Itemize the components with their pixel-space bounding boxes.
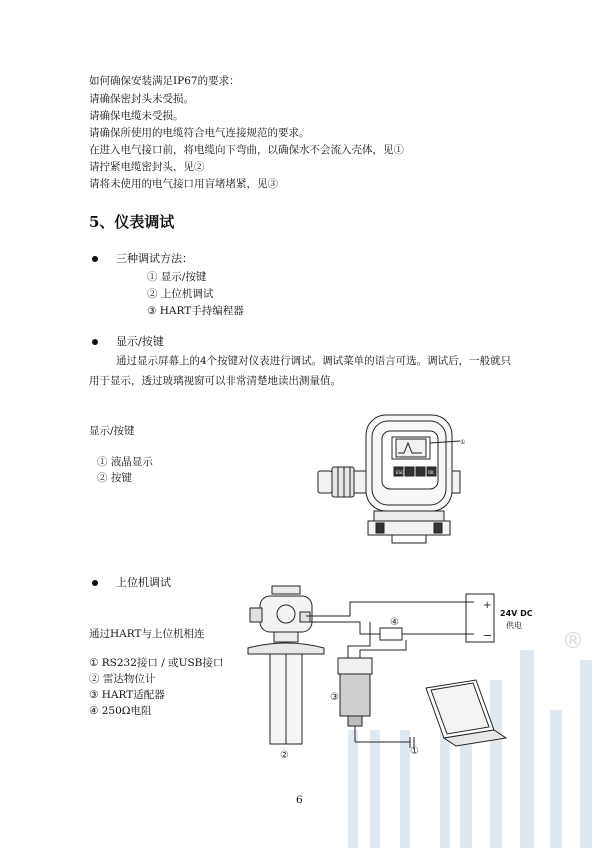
section-title: 5、仪表调试 xyxy=(89,213,175,231)
methods-title: 三种调试方法： xyxy=(116,252,193,265)
host-caption: 通过HART与上位机相连 xyxy=(89,628,205,640)
power-plus: + xyxy=(483,600,492,611)
display-title: 显示/按键 xyxy=(116,335,164,348)
host-wiring-diagram xyxy=(240,582,540,762)
display-figure-item-1: ① 液晶显示 xyxy=(97,456,153,468)
method-item-2: ② 上位机调试 xyxy=(147,288,214,300)
down-button-icon xyxy=(416,467,425,476)
up-button-icon xyxy=(405,467,414,476)
display-callout-1: ① xyxy=(460,439,466,446)
radar-gauge-icon xyxy=(272,586,300,594)
display-paragraph-line-1: 通过显示屏幕上的4个按键对仪表进行调试。调试菜单的语言可选。调试后，一般就只 xyxy=(116,355,512,367)
power-label-1: 24V DC xyxy=(500,609,533,618)
adapter-callout: ③ xyxy=(330,692,339,703)
page-number: 6 xyxy=(296,794,303,806)
method-item-3: ③ HART手持编程器 xyxy=(147,305,244,317)
intro-line-4: 请确保所使用的电缆符合电气连接规范的要求。 xyxy=(89,127,310,139)
display-figure-caption: 显示/按键 xyxy=(89,425,135,437)
ok-label: OK xyxy=(428,470,434,475)
bullet-methods xyxy=(92,256,98,262)
registered-mark: ® xyxy=(562,629,584,654)
display-device-illustration xyxy=(312,405,487,545)
display-paragraph-line-2: 用于显示，透过玻璃视窗可以非常清楚地读出测量值。 xyxy=(89,375,341,387)
power-minus: − xyxy=(483,629,493,642)
esc-label: ESC xyxy=(396,470,404,475)
intro-line-7: 请将未使用的电气接口用盲堵堵紧，见③ xyxy=(89,178,278,190)
host-item-2: ② 雷达物位计 xyxy=(89,673,156,685)
intro-line-2: 请确保密封头未受损。 xyxy=(89,93,194,105)
host-item-1: ① RS232接口 / 或USB接口 xyxy=(89,657,224,669)
intro-line-6: 请拧紧电缆密封头，见② xyxy=(89,161,205,173)
host-title: 上位机调试 xyxy=(116,576,171,589)
usb-callout: ① xyxy=(410,746,419,757)
display-figure-item-2: ② 按键 xyxy=(97,472,132,484)
bullet-host xyxy=(92,580,98,586)
intro-line-3: 请确保电缆未受损。 xyxy=(89,110,184,122)
radar-callout: ② xyxy=(280,750,289,761)
bullet-display xyxy=(92,339,98,345)
intro-line-5: 在进入电气接口前，将电缆向下弯曲，以确保水不会流入壳体，见① xyxy=(89,144,404,156)
method-item-1: ① 显示/按键 xyxy=(147,271,207,283)
intro-line-1: 如何确保安装满足IP67的要求： xyxy=(89,75,240,87)
resistor-callout: ④ xyxy=(390,617,399,628)
host-item-4: ④ 250Ω电阻 xyxy=(89,705,152,717)
host-item-3: ③ HART适配器 xyxy=(89,689,165,701)
power-label-2: 供电 xyxy=(506,621,522,630)
